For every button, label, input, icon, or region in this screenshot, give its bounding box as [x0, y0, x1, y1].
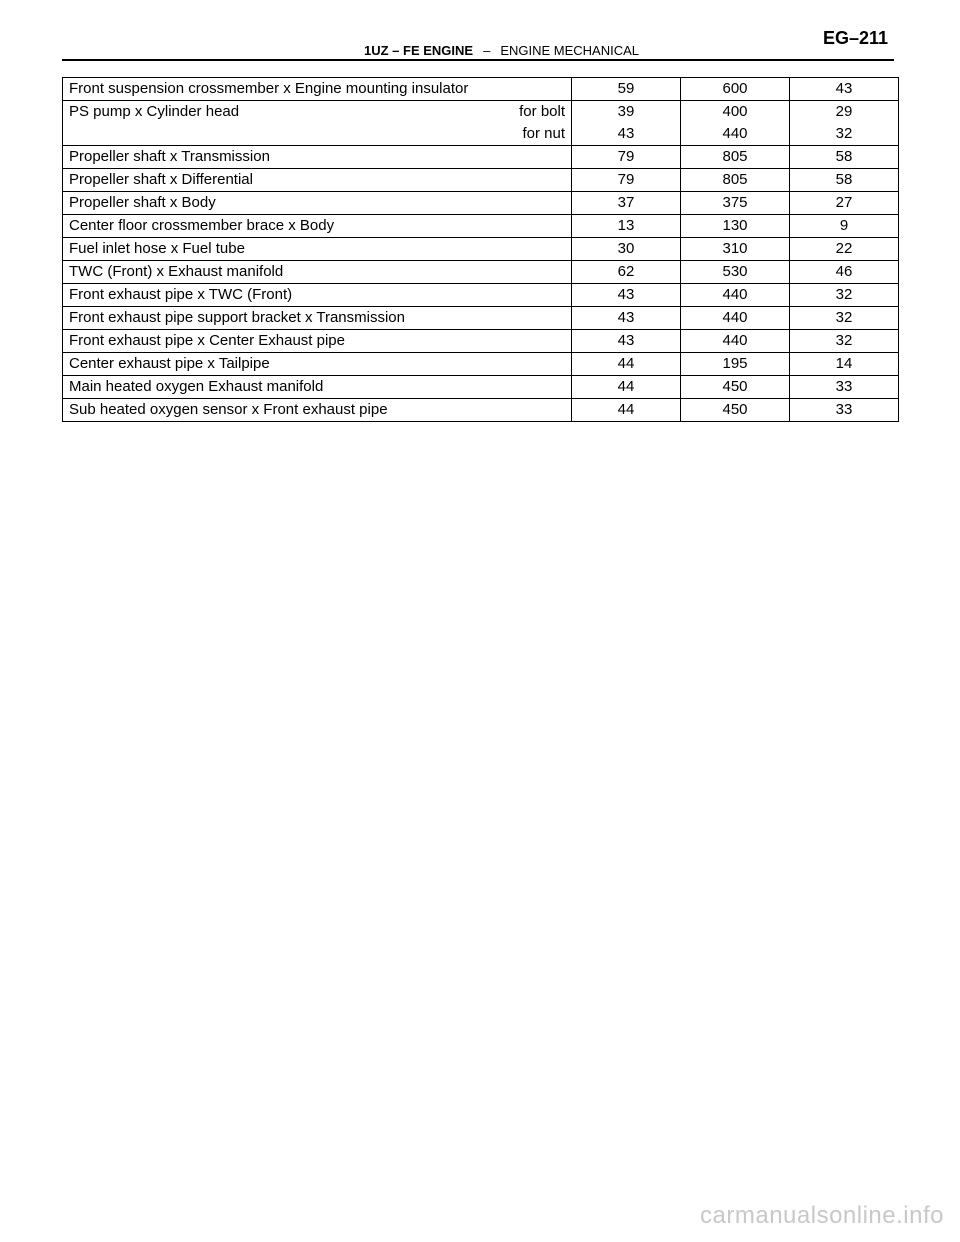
table-row: [63, 307, 899, 330]
page-header: [62, 26, 894, 58]
part-cell: Front suspension crossmember x Engine mounting insulator: [63, 78, 572, 101]
ftlbf-cell: 58: [790, 169, 899, 192]
sub-label: for nut: [522, 125, 565, 142]
part-cell: TWC (Front) x Exhaust manifold: [63, 261, 572, 284]
kgfcm-cell: 440: [681, 284, 790, 307]
kgfcm-cell: 130: [681, 215, 790, 238]
nm-cell: 59: [572, 78, 681, 101]
kgfcm-cell: 600: [681, 78, 790, 101]
kgfcm-cell: 310: [681, 238, 790, 261]
value: 32: [835, 125, 853, 142]
value: 39: [617, 103, 635, 120]
ftlbf-cell: 43: [790, 78, 899, 101]
part-cell: Front exhaust pipe x TWC (Front): [63, 284, 572, 307]
table-row: [63, 353, 899, 376]
part-cell: Sub heated oxygen sensor x Front exhaust pipe: [63, 399, 572, 422]
table-row: [63, 399, 899, 422]
page-code: EG–211: [822, 28, 888, 48]
part-cell: Propeller shaft x Differential: [63, 169, 572, 192]
nm-cell: 79: [572, 146, 681, 169]
table-row: [63, 376, 899, 399]
table-row: [63, 78, 899, 101]
nm-cell: 30: [572, 238, 681, 261]
kgfcm-cell: 195: [681, 353, 790, 376]
nm-cell: 43: [572, 307, 681, 330]
torque-spec-table: [62, 77, 899, 422]
value: 440: [722, 125, 748, 142]
header-section-title: [364, 43, 639, 58]
header-rule: [62, 59, 894, 61]
table-row: [63, 192, 899, 215]
table-row: [63, 215, 899, 238]
site-watermark: carmanualsonline.info: [700, 1202, 944, 1229]
ftlbf-cell: 33: [790, 376, 899, 399]
ftlbf-cell: 58: [790, 146, 899, 169]
ftlbf-cell: [790, 101, 899, 146]
value: 400: [722, 103, 748, 120]
header-engine: 1UZ – FE ENGINE: [364, 43, 474, 58]
part-cell: [63, 101, 572, 146]
value: 29: [835, 103, 853, 120]
kgfcm-cell: 450: [681, 399, 790, 422]
nm-cell: 62: [572, 261, 681, 284]
kgfcm-cell: 375: [681, 192, 790, 215]
part-label: PS pump x Cylinder head: [69, 103, 240, 120]
value: 43: [617, 125, 635, 142]
nm-cell: 43: [572, 330, 681, 353]
ftlbf-cell: 9: [790, 215, 899, 238]
part-cell: Center exhaust pipe x Tailpipe: [63, 353, 572, 376]
table-row: [63, 330, 899, 353]
part-cell: Front exhaust pipe x Center Exhaust pipe: [63, 330, 572, 353]
nm-cell: 44: [572, 376, 681, 399]
table-row: [63, 146, 899, 169]
header-section: ENGINE MECHANICAL: [500, 43, 640, 58]
ftlbf-cell: 27: [790, 192, 899, 215]
kgfcm-cell: 805: [681, 169, 790, 192]
table-row: [63, 101, 899, 146]
ftlbf-cell: 22: [790, 238, 899, 261]
table-row: [63, 261, 899, 284]
nm-cell: 13: [572, 215, 681, 238]
part-cell: Main heated oxygen Exhaust manifold: [63, 376, 572, 399]
ftlbf-cell: 14: [790, 353, 899, 376]
kgfcm-cell: 440: [681, 330, 790, 353]
kgfcm-cell: 440: [681, 307, 790, 330]
ftlbf-cell: 32: [790, 307, 899, 330]
part-cell: Propeller shaft x Body: [63, 192, 572, 215]
sub-label: for bolt: [519, 103, 565, 120]
nm-cell: 44: [572, 399, 681, 422]
kgfcm-cell: 805: [681, 146, 790, 169]
part-cell: Front exhaust pipe support bracket x Transmission: [63, 307, 572, 330]
part-cell: Propeller shaft x Transmission: [63, 146, 572, 169]
table-row: [63, 169, 899, 192]
header-separator: –: [483, 43, 491, 58]
nm-cell: 37: [572, 192, 681, 215]
nm-cell: 44: [572, 353, 681, 376]
ftlbf-cell: 33: [790, 399, 899, 422]
nm-cell: 43: [572, 284, 681, 307]
kgfcm-cell: [681, 101, 790, 146]
nm-cell: 79: [572, 169, 681, 192]
kgfcm-cell: 530: [681, 261, 790, 284]
ftlbf-cell: 32: [790, 330, 899, 353]
nm-cell: [572, 101, 681, 146]
part-cell: Center floor crossmember brace x Body: [63, 215, 572, 238]
kgfcm-cell: 450: [681, 376, 790, 399]
table-row: [63, 284, 899, 307]
ftlbf-cell: 32: [790, 284, 899, 307]
ftlbf-cell: 46: [790, 261, 899, 284]
table-row: [63, 238, 899, 261]
part-cell: Fuel inlet hose x Fuel tube: [63, 238, 572, 261]
